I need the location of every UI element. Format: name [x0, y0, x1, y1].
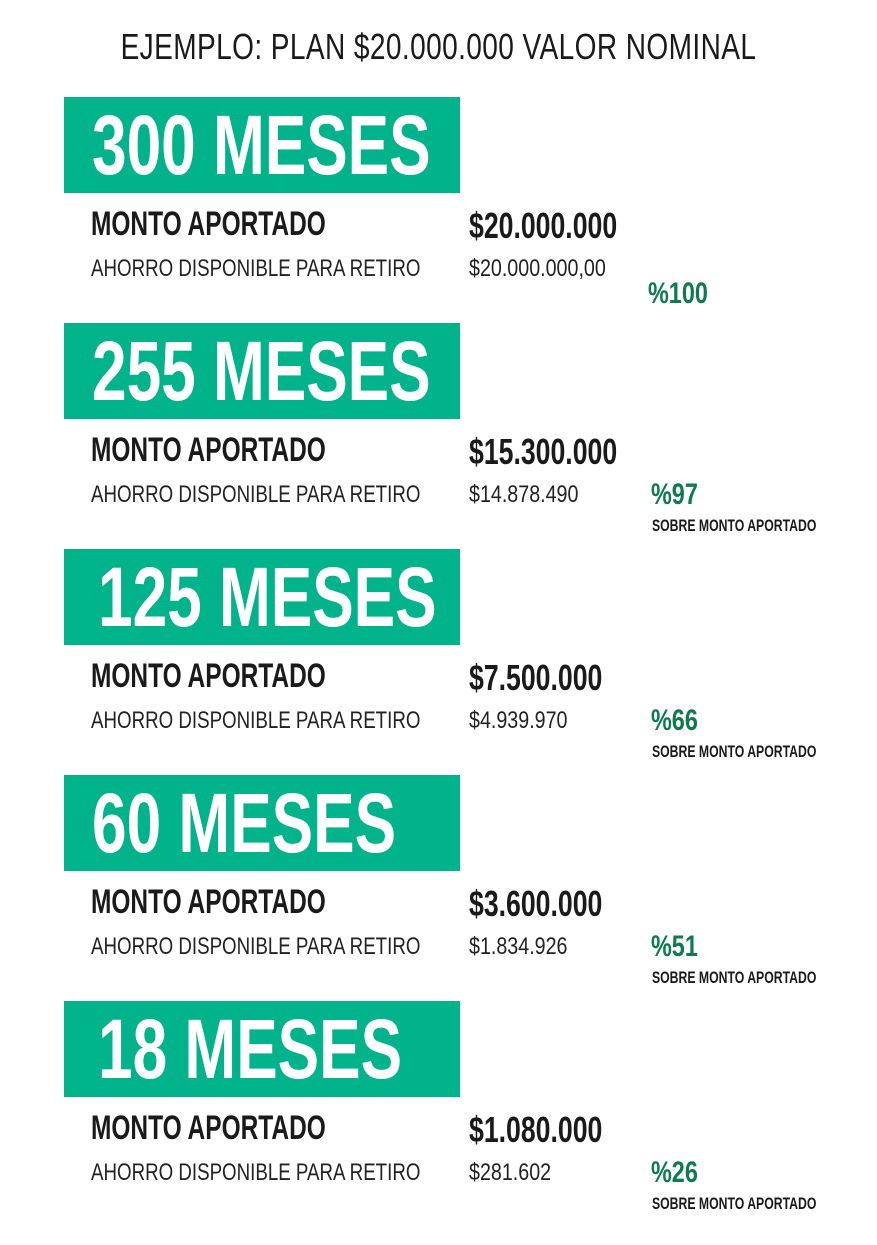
months-banner: [64, 97, 460, 193]
months-banner: [64, 1001, 460, 1097]
percent-value: %97: [651, 478, 698, 511]
ahorro-disponible-value: $20.000.000,00: [469, 255, 606, 282]
monto-aportado-label: MONTO APORTADO: [91, 431, 326, 469]
months-label: 60 MESES: [92, 776, 397, 870]
plan-block-60: [0, 775, 877, 1000]
months-label: 125 MESES: [98, 550, 437, 644]
monto-aportado-value: $20.000.000: [469, 205, 618, 246]
ahorro-disponible-label: AHORRO DISPONIBLE PARA RETIRO: [91, 255, 421, 282]
months-banner: [64, 323, 460, 419]
monto-aportado-value: $15.300.000: [469, 431, 618, 472]
plan-block-18: [0, 1001, 877, 1226]
monto-aportado-label: MONTO APORTADO: [91, 205, 326, 243]
months-label: 255 MESES: [92, 324, 431, 418]
months-label: 300 MESES: [92, 98, 431, 192]
ahorro-disponible-label: AHORRO DISPONIBLE PARA RETIRO: [91, 707, 421, 734]
percent-value: %26: [651, 1156, 698, 1189]
ahorro-disponible-value: $281.602: [469, 1159, 552, 1186]
ahorro-disponible-value: $4.939.970: [469, 707, 568, 734]
percent-value: %66: [651, 704, 698, 737]
plan-block-300: [0, 97, 877, 322]
monto-aportado-label: MONTO APORTADO: [91, 657, 326, 695]
percent-note: SOBRE MONTO APORTADO: [652, 968, 817, 987]
ahorro-disponible-value: $14.878.490: [469, 481, 579, 508]
ahorro-disponible-label: AHORRO DISPONIBLE PARA RETIRO: [91, 1159, 421, 1186]
percent-note: SOBRE MONTO APORTADO: [652, 1194, 817, 1213]
percent-note: SOBRE MONTO APORTADO: [652, 516, 817, 535]
plan-block-125: [0, 549, 877, 774]
percent-value: %100: [648, 277, 708, 310]
plan-block-255: [0, 323, 877, 548]
monto-aportado-value: $3.600.000: [469, 883, 603, 924]
monto-aportado-value: $1.080.000: [469, 1109, 603, 1150]
monto-aportado-value: $7.500.000: [469, 657, 603, 698]
ahorro-disponible-label: AHORRO DISPONIBLE PARA RETIRO: [91, 933, 421, 960]
page-title: EJEMPLO: PLAN $20.000.000 VALOR NOMINAL: [120, 26, 757, 67]
months-label: 18 MESES: [98, 1002, 403, 1096]
months-banner: [64, 549, 460, 645]
months-banner: [64, 775, 460, 871]
percent-note: SOBRE MONTO APORTADO: [652, 742, 817, 761]
ahorro-disponible-value: $1.834.926: [469, 933, 568, 960]
monto-aportado-label: MONTO APORTADO: [91, 1109, 326, 1147]
ahorro-disponible-label: AHORRO DISPONIBLE PARA RETIRO: [91, 481, 421, 508]
monto-aportado-label: MONTO APORTADO: [91, 883, 326, 921]
percent-value: %51: [651, 930, 698, 963]
